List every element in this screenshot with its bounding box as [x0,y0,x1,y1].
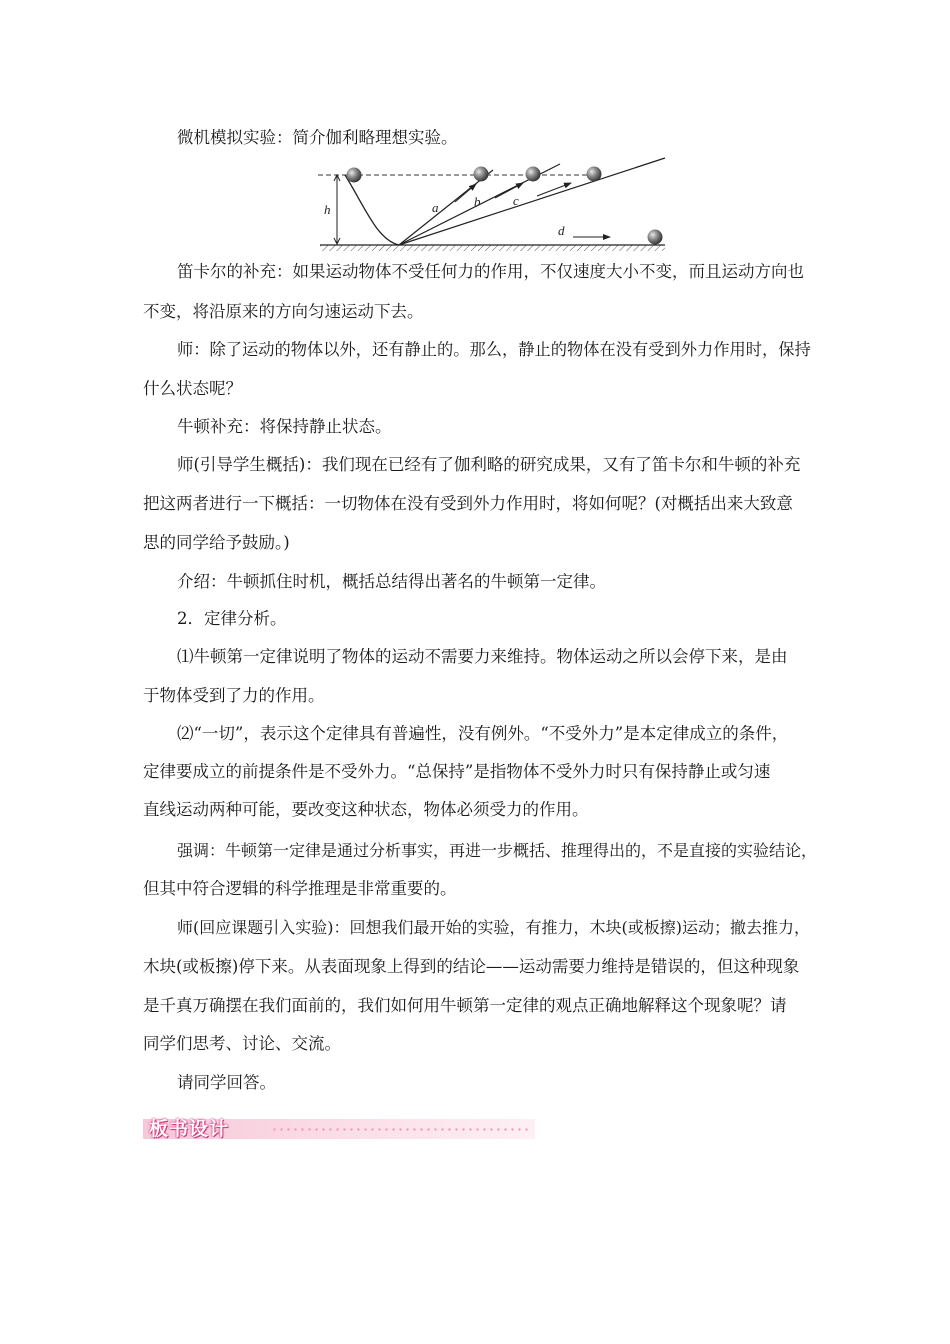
text-line: 是千真万确摆在我们面前的，我们如何用牛顿第一定律的观点正确地解释这个现象呢？请 [143,996,787,1015]
text-line: 同学们思考、讨论、交流。 [143,1034,341,1053]
ball-c [587,167,602,182]
text-line: 笛卡尔的补充：如果运动物体不受任何力的作用，不仅速度大小不变，而且运动方向也 [177,262,804,281]
text-line: 不变，将沿原来的方向匀速运动下去。 [143,302,424,321]
text-line: 牛顿补充：将保持静止状态。 [177,417,392,436]
text-line: 什么状态呢？ [143,379,242,398]
label-a: a [432,200,439,215]
text-line: 但其中符合逻辑的科学推理是非常重要的。 [143,879,457,898]
text-line: 师：除了运动的物体以外，还有静止的。那么，静止的物体在没有受到外力作用时，保持 [177,340,811,359]
text-line: ⑴牛顿第一定律说明了物体的运动不需要力来维持。物体运动之所以会停下来，是由 [177,647,788,666]
ball-a [474,167,489,182]
ball-b [526,167,541,182]
ball-d [648,230,663,245]
text-line: 2．定律分析。 [177,609,287,628]
text-line: 直线运动两种可能，要改变这种状态，物体必须受力的作用。 [143,800,589,819]
text-line: 介绍：牛顿抓住时机，概括总结得出著名的牛顿第一定律。 [177,572,606,591]
text-line: 师(回应课题引入实验)：回想我们最开始的实验，有推力，木块(或板擦)运动；撤去推力， [177,918,810,937]
text-line: 把这两者进行一下概括：一切物体在没有受到外力作用时，将如何呢？(对概括出来大致意 [143,494,793,513]
label-c: c [513,193,519,208]
section-banner [143,1117,535,1141]
text-line: 木块(或板擦)停下来。从表面现象上得到的结论——运动需要力维持是错误的，但这种现象 [143,957,800,976]
figure-caption: 微机模拟实验：简介伽利略理想实验。 [177,128,458,147]
galileo-ramp-figure [315,152,670,254]
text-line: ⑵“一切”，表示这个定律具有普遍性，没有例外。“不受外力”是本定律成立的条件， [177,724,789,743]
arrow-b-icon [495,183,523,198]
ground-hatch [320,245,665,251]
label-d: d [558,223,565,238]
text-line: 强调：牛顿第一定律是通过分析事实，再进一步概括、推理得出的，不是直接的实验结论， [177,841,818,860]
left-ramp [345,175,399,245]
banner-title: 板书设计 [149,1118,230,1140]
label-b: b [474,194,481,209]
ball-start [347,168,362,183]
text-line: 师(引导学生概括)：我们现在已经有了伽利略的研究成果，又有了笛卡尔和牛顿的补充 [177,455,801,474]
arrow-a-icon [455,184,476,202]
text-line: 思的同学给予鼓励。) [143,533,290,552]
text-line: 定律要成立的前提条件是不受外力。“总保持”是指物体不受外力时只有保持静止或匀速 [143,762,771,781]
text-line: 于物体受到了力的作用。 [143,686,325,705]
height-label: h [324,202,331,217]
banner-dotted-line [271,1128,531,1131]
text-line: 请同学回答。 [177,1073,276,1092]
